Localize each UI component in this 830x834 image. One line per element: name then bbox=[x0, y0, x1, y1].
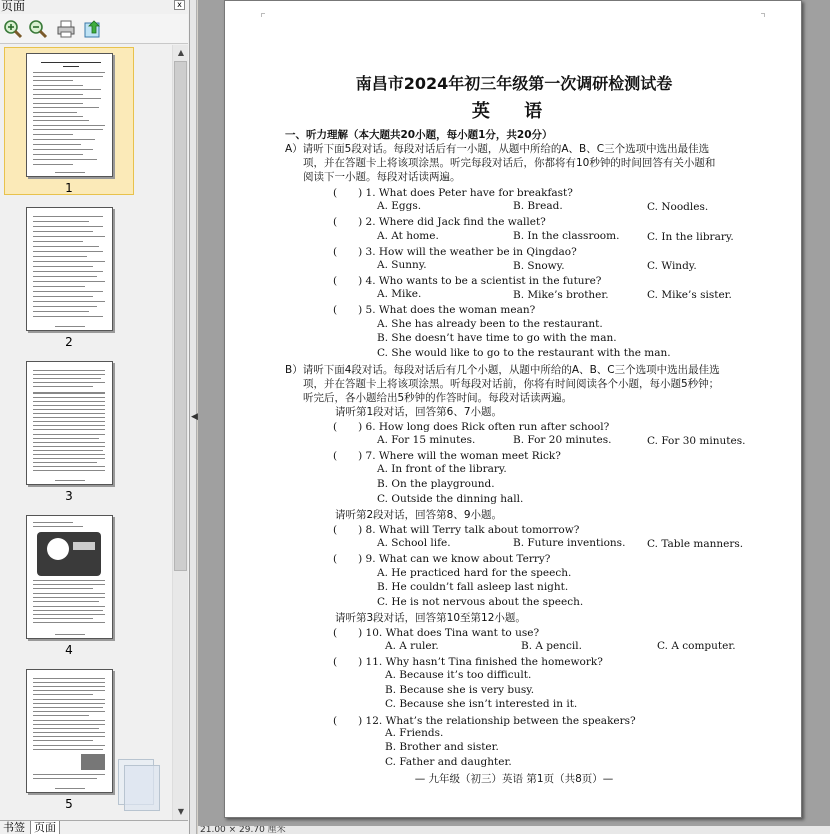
thumbnail-page-1[interactable] bbox=[4, 47, 134, 199]
text-line: 项，并在答题卡上将该项涂黑。听完每段对话后，你都将有10秒钟的时间回答有关小题和 bbox=[303, 157, 716, 169]
text-line: ( ) 1. What does Peter have for breakfast? bbox=[333, 187, 573, 199]
pages-panel bbox=[0, 0, 190, 834]
text-line: C. Noodles. bbox=[647, 201, 709, 213]
thumbnail-image bbox=[26, 515, 113, 639]
thumbnail-scrollbar[interactable] bbox=[172, 45, 188, 820]
thumbnail-image bbox=[26, 669, 113, 793]
thumbnail-page-4[interactable] bbox=[4, 509, 134, 661]
text-line: A. She has already been to the restaurant. bbox=[377, 318, 603, 330]
text-line: ( ) 2. Where did Jack find the wallet? bbox=[333, 216, 546, 228]
text-line: A. In front of the library. bbox=[377, 463, 507, 475]
text-line: A. School life. bbox=[377, 537, 451, 549]
text-line: ( ) 8. What will Terry talk about tomorrow? bbox=[333, 524, 580, 536]
text-line: B. Bread. bbox=[513, 200, 563, 212]
text-line: B. A pencil. bbox=[521, 640, 582, 652]
document-view[interactable] bbox=[198, 0, 830, 826]
page-footer: — 九年级（初三）英语 第1页（共8页）— bbox=[414, 773, 614, 785]
thumbnail-list bbox=[0, 45, 172, 820]
scroll-up-icon[interactable]: ▲ bbox=[177, 48, 185, 57]
text-line: B. Because she is very busy. bbox=[385, 684, 535, 696]
text-line: C. Because she isn’t interested in it. bbox=[385, 698, 578, 710]
text-line: ( ) 11. Why hasn’t Tina finished the homework? bbox=[333, 656, 603, 668]
text-line: B. She doesn’t have time to go with the man. bbox=[377, 332, 617, 344]
panel-tabs bbox=[0, 820, 188, 834]
text-line: C. A computer. bbox=[657, 640, 736, 652]
thumbnail-image bbox=[26, 361, 113, 485]
text-line: ( ) 3. How will the weather be in Qingdao? bbox=[333, 246, 577, 258]
thumbnail-page-3[interactable] bbox=[4, 355, 134, 507]
exam-title: 南昌市2024年初三年级第一次调研检测试卷 bbox=[355, 74, 673, 93]
text-line: ( ) 9. What can we know about Terry? bbox=[333, 553, 551, 565]
text-line: A. For 15 minutes. bbox=[377, 434, 476, 446]
text-line: ( ) 10. What does Tina want to use? bbox=[333, 627, 540, 639]
text-line: B. He couldn’t fall asleep last night. bbox=[377, 581, 569, 593]
text-line: 听完后，各小题给出5秒钟的作答时间。每段对话读两遍。 bbox=[303, 392, 573, 404]
text-line: C. Windy. bbox=[647, 260, 697, 272]
text-line: A. Sunny. bbox=[377, 259, 427, 271]
text-line: 阅读下一小题。每段对话读两遍。 bbox=[303, 171, 461, 183]
tab-bookmarks[interactable]: 书签 bbox=[3, 821, 25, 834]
thumbnail-image bbox=[26, 207, 113, 331]
text-line: B. Brother and sister. bbox=[385, 741, 499, 753]
crop-mark bbox=[261, 13, 265, 17]
scrollbar-thumb[interactable] bbox=[174, 61, 187, 571]
scroll-down-icon[interactable]: ▼ bbox=[177, 807, 185, 816]
text-line: A）请听下面5段对话。每段对话后有一小题，从题中所给的A、B、C三个选项中选出最佳选 bbox=[285, 143, 710, 155]
export-icon[interactable] bbox=[82, 18, 104, 40]
text-line: 请听第3段对话，回答第10至第12小题。 bbox=[335, 612, 526, 624]
text-line: A. Because it’s too difficult. bbox=[385, 669, 532, 681]
thumbnail-number: 2 bbox=[65, 335, 73, 349]
text-line: B. Mike’s brother. bbox=[513, 289, 609, 301]
thumbnail-number: 3 bbox=[65, 489, 73, 503]
crop-mark bbox=[761, 13, 765, 17]
text-line: A. Friends. bbox=[385, 727, 444, 739]
thumbnail-page-5[interactable] bbox=[4, 663, 134, 815]
thumbnail-image bbox=[26, 53, 113, 177]
text-line: B. In the classroom. bbox=[513, 230, 620, 242]
text-line: ( ) 5. What does the woman mean? bbox=[333, 304, 536, 316]
text-line: ( ) 6. How long does Rick often run after school? bbox=[333, 421, 610, 433]
text-line: 请听第2段对话，回答第8、9小题。 bbox=[335, 509, 503, 521]
print-icon[interactable] bbox=[55, 18, 77, 40]
text-line: ( ) 12. What’s the relationship between the speakers? bbox=[333, 715, 636, 727]
text-line: 请听第1段对话，回答第6、7小题。 bbox=[335, 406, 503, 418]
text-line: B. Future inventions. bbox=[513, 537, 626, 549]
text-line: C. Table manners. bbox=[647, 538, 744, 550]
collapse-arrow-icon[interactable]: ◀ bbox=[191, 412, 198, 422]
zoom-in-icon[interactable] bbox=[2, 18, 24, 40]
text-line: C. Father and daughter. bbox=[385, 756, 512, 768]
text-line: C. In the library. bbox=[647, 231, 734, 243]
text-line: A. Eggs. bbox=[377, 200, 422, 212]
text-line: A. A ruler. bbox=[385, 640, 439, 652]
text-line: B. On the playground. bbox=[377, 478, 495, 490]
text-line: A. Mike. bbox=[377, 288, 422, 300]
thumbnail-number: 5 bbox=[65, 797, 73, 811]
text-line: 一、听力理解（本大题共20小题，每小题1分，共20分） bbox=[285, 129, 553, 141]
text-line: C. Mike’s sister. bbox=[647, 289, 732, 301]
panel-splitter[interactable] bbox=[190, 0, 197, 834]
text-line: A. He practiced hard for the speech. bbox=[377, 567, 572, 579]
panel-title: 页面 bbox=[0, 0, 188, 14]
text-line: C. Outside the dinning hall. bbox=[377, 493, 524, 505]
text-line: B. For 20 minutes. bbox=[513, 434, 612, 446]
text-line: C. She would like to go to the restaurant with the man. bbox=[377, 347, 671, 359]
text-line: C. He is not nervous about the speech. bbox=[377, 596, 584, 608]
status-bar: 21.00 × 29.70 厘米 bbox=[198, 826, 830, 834]
tab-pages[interactable]: 页面 bbox=[30, 821, 60, 834]
thumbnail-number: 1 bbox=[65, 181, 73, 195]
panel-close-button[interactable]: x bbox=[174, 0, 185, 10]
text-line: ( ) 4. Who wants to be a scientist in the future? bbox=[333, 275, 602, 287]
text-line: 项，并在答题卡上将该项涂黑。听每段对话前，你将有时间阅读各个小题，每小题5秒钟； bbox=[303, 378, 720, 390]
text-line: B. Snowy. bbox=[513, 260, 565, 272]
text-line: B）请听下面4段对话。每段对话后有几个小题，从题中所给的A、B、C三个选项中选出最佳选 bbox=[285, 364, 720, 376]
text-line: A. At home. bbox=[377, 230, 439, 242]
zoom-out-icon[interactable] bbox=[27, 18, 49, 40]
exam-subject: 英 语 bbox=[471, 101, 557, 122]
text-line: C. For 30 minutes. bbox=[647, 435, 746, 447]
document-page bbox=[224, 0, 802, 818]
text-line: ( ) 7. Where will the woman meet Rick? bbox=[333, 450, 561, 462]
thumbnail-toolbar bbox=[0, 14, 188, 44]
thumbnail-number: 4 bbox=[65, 643, 73, 657]
thumbnail-page-2[interactable] bbox=[4, 201, 134, 353]
